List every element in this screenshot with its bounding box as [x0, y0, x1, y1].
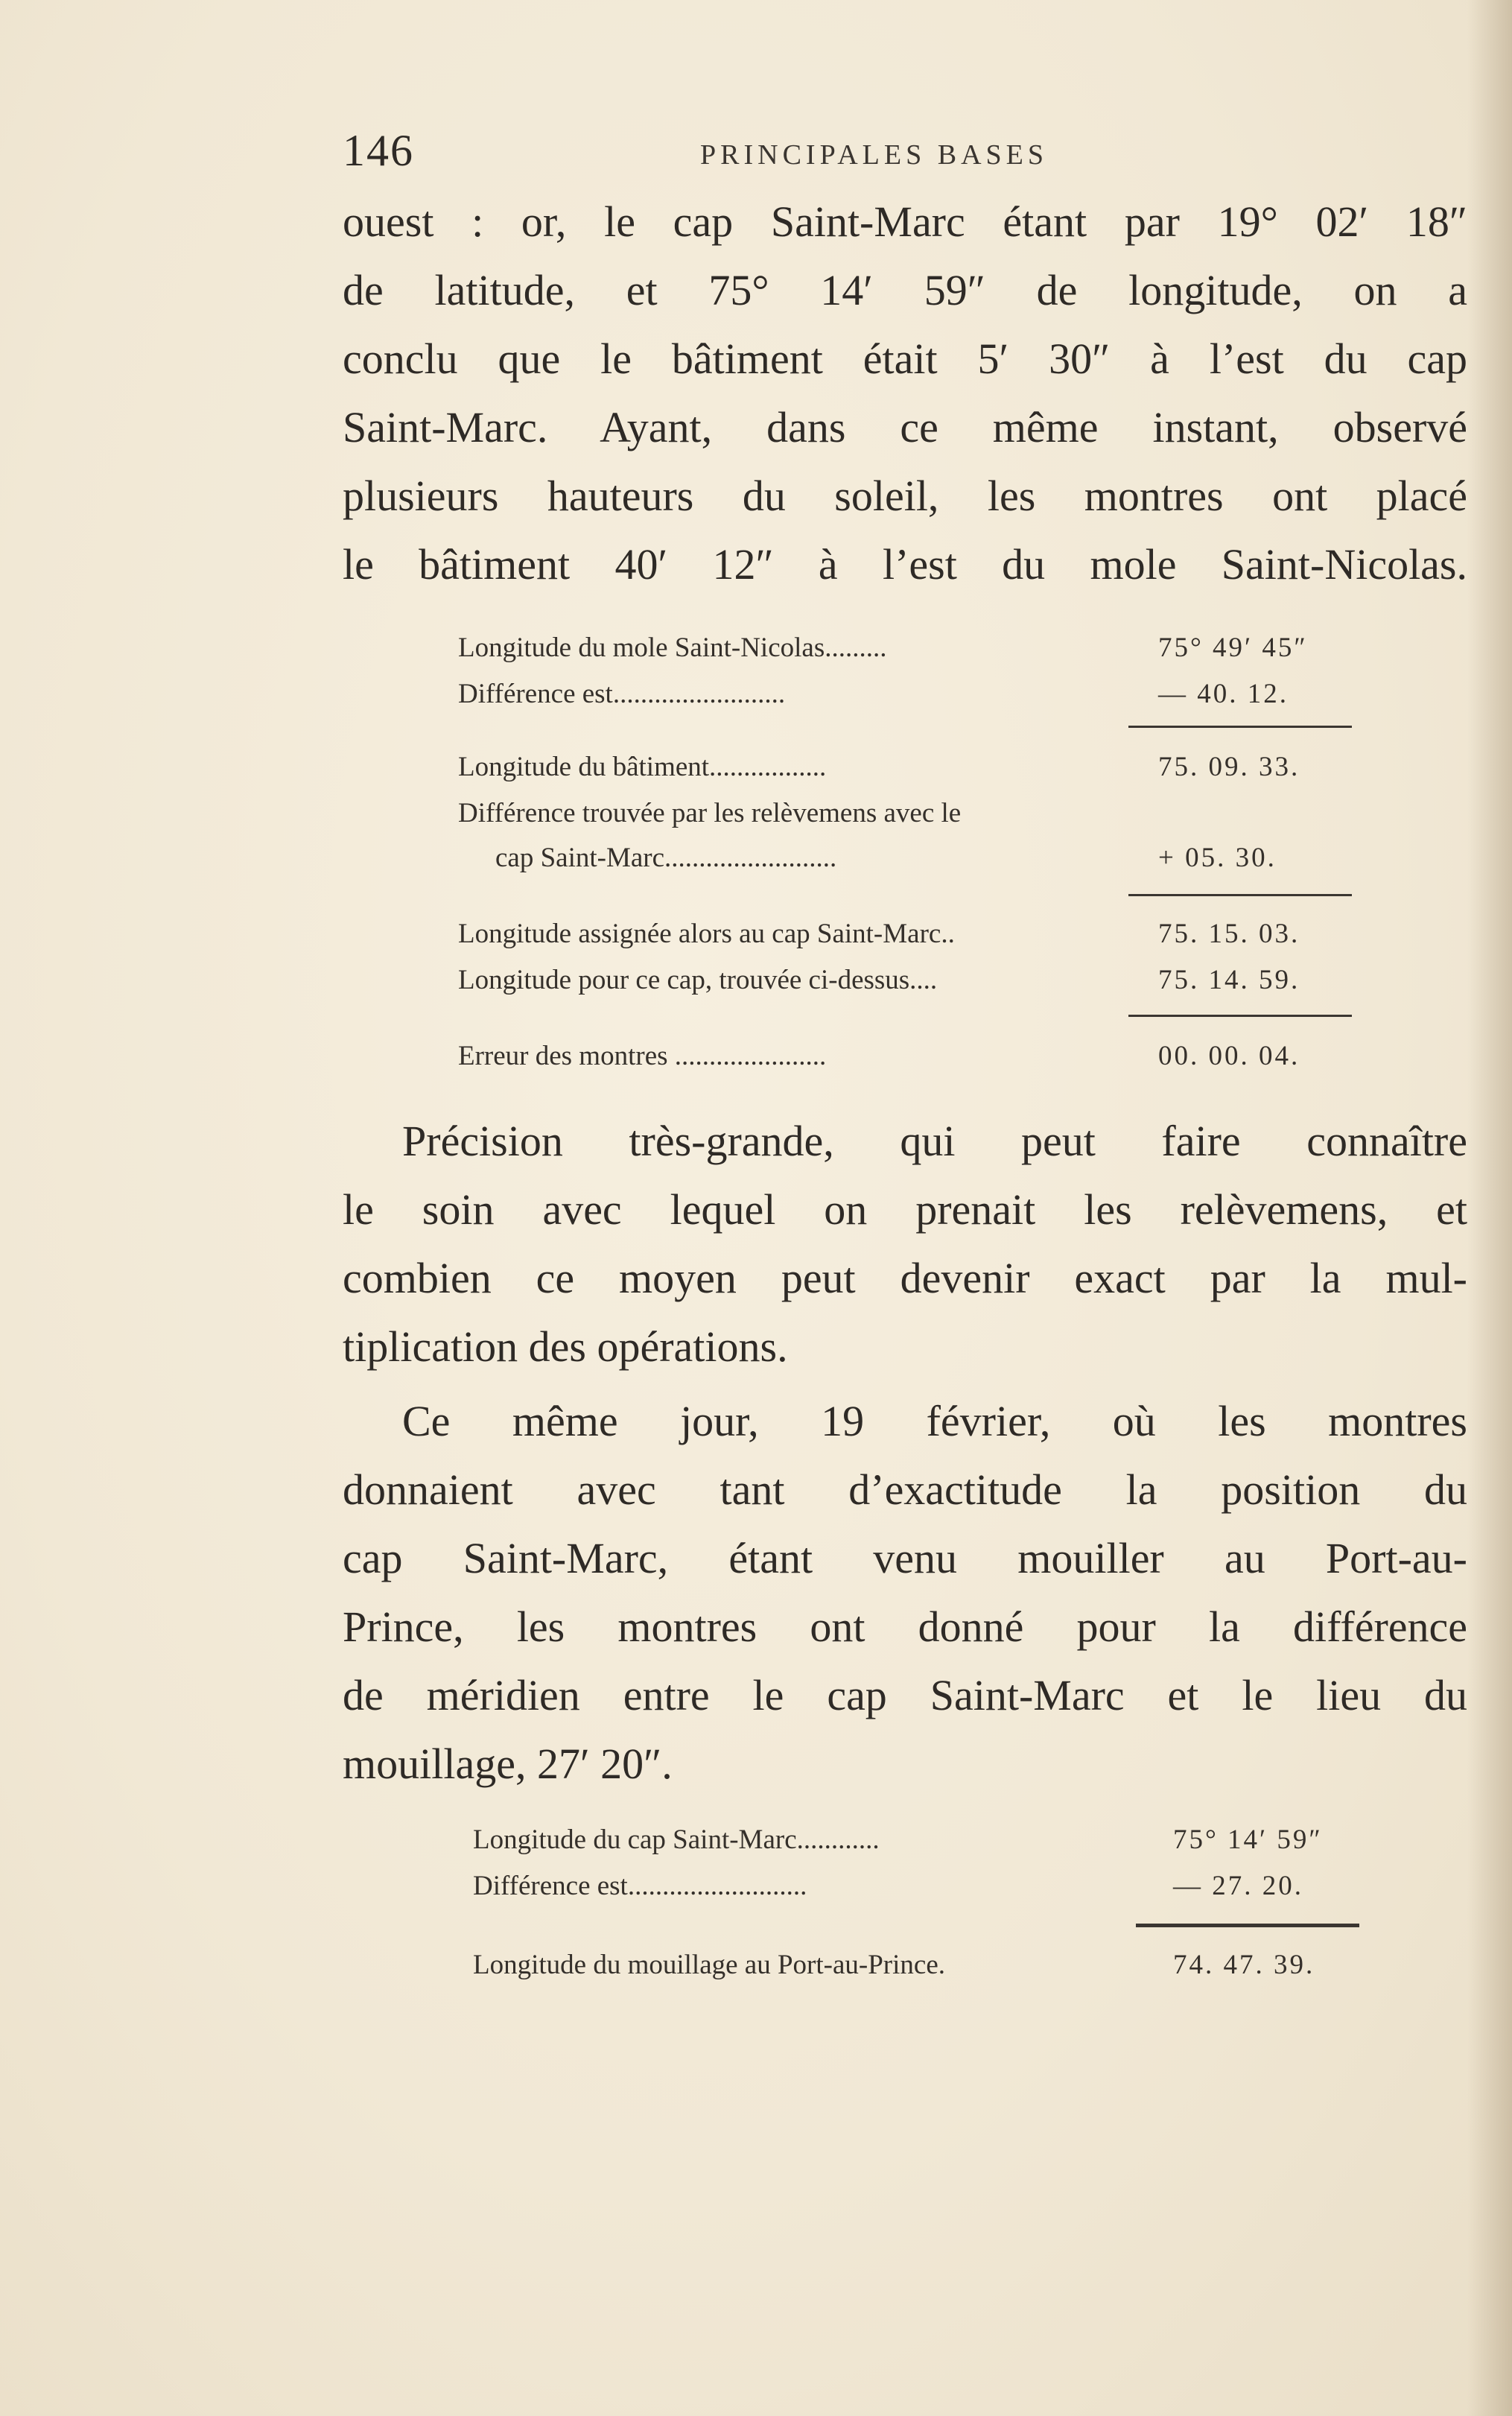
text-line: conclu que le bâtiment était 5′ 30″ à l’est du cap: [343, 335, 1467, 383]
paragraph-2: [343, 1107, 1467, 1381]
row-label: cap Saint-Marc.........................: [495, 843, 837, 873]
running-title: PRINCIPALES BASES: [700, 139, 1048, 171]
row-label: Longitude assignée alors au cap Saint-Marc..: [458, 919, 955, 949]
text-line: Saint-Marc. Ayant, dans ce même instant, observé: [343, 403, 1467, 451]
text-line: le bâtiment 40′ 12″ à l’est du mole Saint-Nicolas.: [343, 540, 1467, 589]
row-value: 75. 14. 59.: [1158, 965, 1300, 995]
sum-rule: [1128, 726, 1352, 728]
text-line: tiplication des opérations.: [343, 1322, 788, 1371]
sum-rule: [1136, 1924, 1359, 1927]
binding-shadow: [1467, 0, 1512, 2416]
text-line: Prince, les montres ont donné pour la différence: [343, 1602, 1467, 1651]
text-line: mouillage, 27′ 20″.: [343, 1740, 673, 1788]
text-line: plusieurs hauteurs du soleil, les montres ont placé: [343, 472, 1467, 520]
text-line: de latitude, et 75° 14′ 59″ de longitude, on a: [343, 266, 1467, 314]
text-line: de méridien entre le cap Saint-Marc et le lieu du: [343, 1671, 1467, 1719]
sum-rule: [1128, 894, 1352, 896]
row-value: 75. 09. 33.: [1158, 752, 1300, 782]
row-value: 75. 15. 03.: [1158, 919, 1300, 949]
row-value: — 40. 12.: [1158, 679, 1289, 709]
row-value: 00. 00. 04.: [1158, 1041, 1300, 1071]
row-label: Longitude du mouillage au Port-au-Prince.: [473, 1950, 945, 1980]
page-header: [343, 125, 1460, 177]
row-value: — 27. 20.: [1173, 1871, 1303, 1901]
text-line: ouest : or, le cap Saint-Marc étant par 19° 02′ 18″: [343, 197, 1467, 246]
paragraph-3: [343, 1387, 1467, 1798]
row-label: Différence trouvée par les relèvemens avec le: [458, 798, 962, 828]
row-value: 75° 14′ 59″: [1173, 1824, 1323, 1855]
row-label: Différence est..........................: [473, 1871, 807, 1901]
longitude-table-2: [473, 1824, 1382, 2003]
longitude-table-1: [458, 632, 1367, 1079]
page-number: 146: [343, 126, 414, 175]
sum-rule: [1128, 1015, 1352, 1017]
text-line: Précision très-grande, qui peut faire connaître: [402, 1117, 1467, 1165]
row-label: Longitude du mole Saint-Nicolas.........: [458, 632, 887, 663]
row-label: Différence est.........................: [458, 679, 786, 709]
row-value: + 05. 30.: [1158, 843, 1277, 873]
row-label: Longitude du bâtiment.................: [458, 752, 827, 782]
text-line: le soin avec lequel on prenait les relèvemens, et: [343, 1185, 1467, 1234]
text-line: combien ce moyen peut devenir exact par la mul-: [343, 1254, 1467, 1302]
row-value: 74. 47. 39.: [1173, 1950, 1315, 1980]
text-line: Ce même jour, 19 février, où les montres: [402, 1397, 1467, 1445]
text-line: cap Saint-Marc, étant venu mouiller au Port-au-: [343, 1534, 1467, 1582]
text-line: donnaient avec tant d’exactitude la position du: [343, 1465, 1467, 1514]
paragraph-1: [343, 188, 1467, 599]
row-label: Erreur des montres ......................: [458, 1041, 827, 1071]
row-label: Longitude du cap Saint-Marc............: [473, 1824, 880, 1855]
row-value: 75° 49′ 45″: [1158, 632, 1308, 663]
row-label: Longitude pour ce cap, trouvée ci-dessus....: [458, 965, 938, 995]
